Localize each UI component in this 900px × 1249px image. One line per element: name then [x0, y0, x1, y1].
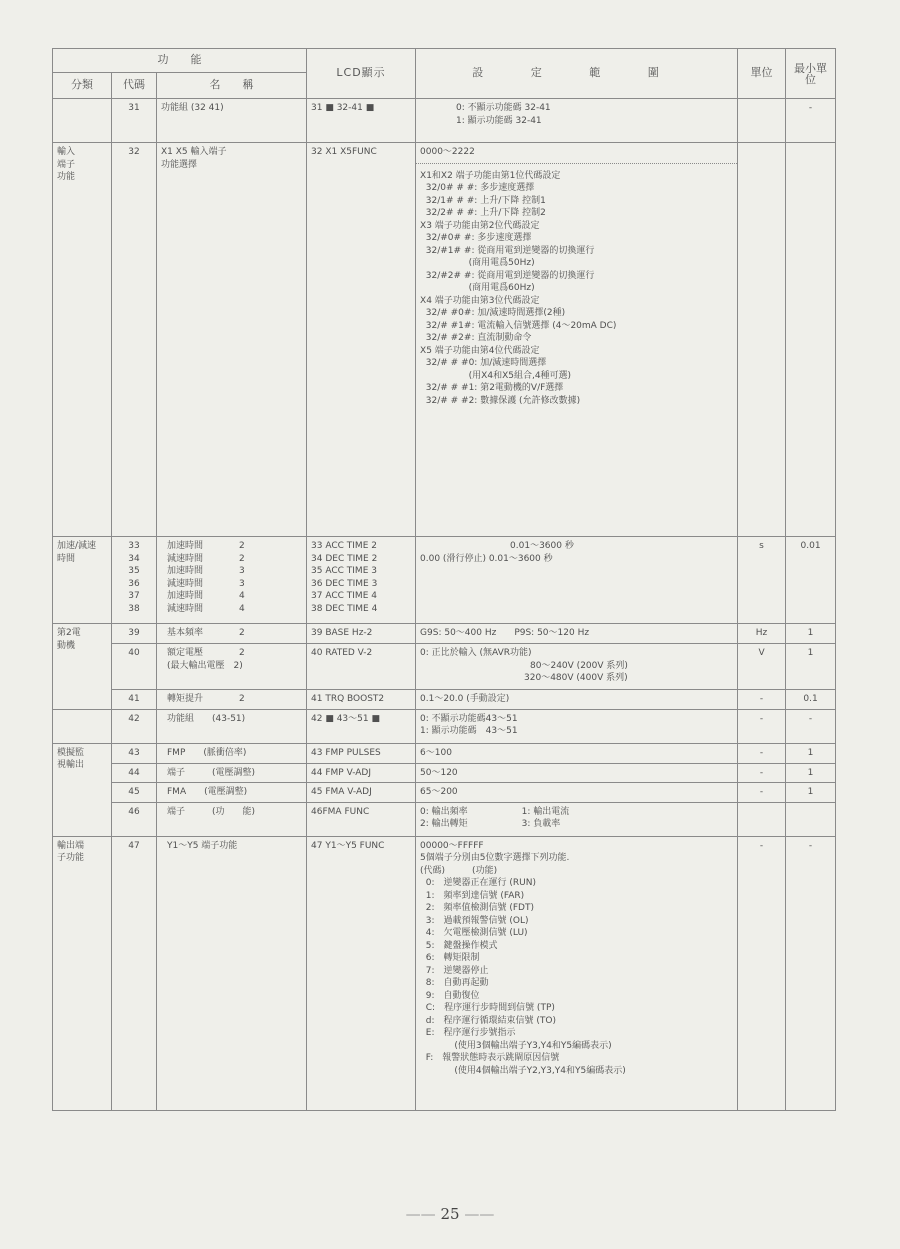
code-cell: 32 — [112, 143, 157, 537]
range-line: 32/0# # #: 多步速度選擇 — [420, 183, 535, 193]
min-unit-cell: 0.01 — [786, 537, 836, 624]
range-cell — [416, 836, 738, 1110]
category-cell: 加速/減速 時間 — [53, 537, 112, 624]
code-cell: 42 — [112, 709, 157, 743]
range-line: 7: 逆變器停止 — [420, 965, 489, 976]
range-line: X4 端子功能由第3位代碼設定 — [420, 295, 540, 306]
range-line: 0: 逆變器正在運行 (RUN) — [420, 878, 536, 888]
unit-cell: - — [738, 690, 786, 710]
table-row — [53, 690, 836, 710]
range-line: 1: 頻率到達信號 (FAR) — [420, 890, 525, 901]
min-unit-cell: 0.1 — [786, 690, 836, 710]
page-number: 25 — [440, 1205, 460, 1223]
range-cell — [416, 644, 738, 690]
range-line: X1和X2 端子功能由第1位代碼設定 — [420, 170, 561, 181]
min-unit-cell: - — [786, 836, 836, 1110]
min-unit-cell: - — [786, 99, 836, 143]
min-unit-cell: 1 — [786, 763, 836, 783]
min-unit-cell: - — [786, 709, 836, 743]
range-line: 0: 不顯示功能碼 32-41 — [456, 103, 551, 113]
header-unit: 單位 — [738, 49, 786, 99]
unit-cell: - — [738, 836, 786, 1110]
range-line: X5 端子功能由第4位代碼設定 — [420, 345, 540, 356]
range-line: 32/2# # #: 上升/下降 控制2 — [420, 208, 546, 218]
range-cell: G9S: 50～400 Hz P9S: 50～120 Hz — [416, 624, 738, 644]
range-line: 3: 過載預報警信號 (OL) — [420, 915, 529, 926]
range-cell: 50～120 — [416, 763, 738, 783]
range-line: 32/# #0#: 加/減速時間選擇(2種) — [420, 308, 566, 318]
name-cell: 轉矩提升 2 — [157, 690, 307, 710]
header-code: 代碼 — [112, 73, 157, 99]
lcd-cell: 31 ■ 32-41 ■ — [307, 99, 416, 143]
footer-dash-left: —— — [405, 1205, 436, 1223]
code-cell: 43 — [112, 743, 157, 763]
min-unit-cell: 1 — [786, 743, 836, 763]
range-line: 1: 顯示功能碼 32-41 — [456, 115, 542, 126]
range-line: 8: 自動再起動 — [420, 978, 489, 988]
table-row — [53, 709, 836, 743]
name-cell: 基本頻率 2 — [157, 624, 307, 644]
table-row — [53, 624, 836, 644]
code-cell: 40 — [112, 644, 157, 690]
code-cell: 41 — [112, 690, 157, 710]
category-cell: 輸出端 子功能 — [53, 836, 112, 1110]
code-cell: 33 34 35 36 37 38 — [112, 537, 157, 624]
table-row — [53, 763, 836, 783]
table-row — [53, 644, 836, 690]
range-line: C: 程序運行步時間到信號 (TP) — [420, 1003, 555, 1013]
code-cell: 47 — [112, 836, 157, 1110]
unit-cell: V — [738, 644, 786, 690]
lcd-cell: 41 TRQ BOOST2 — [307, 690, 416, 710]
range-line: 32/# # #2: 數據保護 (允許修改數據) — [420, 395, 581, 406]
range-line: 1: 顯示功能碼 43～51 — [420, 726, 518, 736]
unit-cell: Hz — [738, 624, 786, 644]
table-row — [53, 836, 836, 1110]
min-unit-cell — [786, 143, 836, 537]
range-line: (用X4和X5組合,4種可選) — [420, 370, 572, 381]
header-min-unit: 最小單位 — [786, 49, 836, 99]
unit-cell: - — [738, 743, 786, 763]
range-cell — [416, 99, 738, 143]
range-cell: 6～100 — [416, 743, 738, 763]
range-line: 320～480V (400V 系列) — [524, 673, 628, 683]
range-cell — [416, 802, 738, 836]
name-cell: 端子 (功 能) — [157, 802, 307, 836]
code-cell: 46 — [112, 802, 157, 836]
name-cell: 功能組 (43-51) — [157, 709, 307, 743]
min-unit-cell: 1 — [786, 624, 836, 644]
range-line: 5個端子分別由5位數字選擇下列功能. — [420, 853, 570, 863]
range-line: 32/1# # #: 上升/下降 控制1 — [420, 195, 546, 206]
unit-cell: s — [738, 537, 786, 624]
min-unit-cell: 1 — [786, 644, 836, 690]
range-line: 32/#0# #: 多步速度選擇 — [420, 233, 532, 243]
lcd-cell: 44 FMP V-ADJ — [307, 763, 416, 783]
code-cell: 45 — [112, 783, 157, 803]
range-line: d: 程序運行循環結束信號 (TO) — [420, 1015, 556, 1026]
range-line: 5: 鍵盤操作模式 — [420, 940, 498, 951]
range-line: 32/#2# #: 從商用電到逆變器的切換運行 — [420, 270, 595, 281]
lcd-cell: 32 X1 X5FUNC — [307, 143, 416, 537]
range-line: 32/# # #0: 加/減速時間選擇 — [420, 358, 547, 368]
range-cell — [416, 143, 738, 537]
name-cell: 加速時間 2 減速時間 2 加速時間 3 減速時間 3 加速時間 4 減速時間 4 — [157, 537, 307, 624]
category-cell: 模擬監 視輸出 — [53, 743, 112, 836]
range-line: 0: 正比於輸入 (無AVR功能) — [420, 648, 532, 658]
lcd-cell: 40 RATED V-2 — [307, 644, 416, 690]
range-line: F: 報警狀態時表示跳閘原因信號 — [420, 1053, 560, 1063]
footer-dash-right: —— — [464, 1205, 495, 1223]
header-lcd: LCD顯示 — [307, 49, 416, 99]
range-line: 6: 轉矩限制 — [420, 953, 480, 963]
unit-cell — [738, 143, 786, 537]
range-line: 32/#1# #: 從商用電到逆變器的切換運行 — [420, 245, 595, 256]
table-row — [53, 783, 836, 803]
lcd-cell: 43 FMP PULSES — [307, 743, 416, 763]
name-cell: FMA (電壓調整) — [157, 783, 307, 803]
category-cell — [53, 709, 112, 743]
min-unit-cell — [786, 802, 836, 836]
unit-cell: - — [738, 783, 786, 803]
lcd-cell: 33 ACC TIME 2 34 DEC TIME 2 35 ACC TIME 3 36 DEC TIME 3 37 ACC TIME 4 38 DEC TIME 4 — [307, 537, 416, 624]
range-line: 32/# # #1: 第2電動機的V/F選擇 — [420, 383, 564, 393]
range-line: (使用4個輸出端子Y2,Y3,Y4和Y5編碼表示) — [420, 1065, 626, 1076]
range-line: 32/# #1#: 電流輸入信號選擇 (4～20mA DC) — [420, 320, 617, 331]
function-table-page — [52, 48, 835, 1111]
unit-cell: - — [738, 763, 786, 783]
range-line: (代碼) (功能) — [420, 865, 498, 876]
header-category: 分類 — [53, 73, 112, 99]
table-row — [53, 143, 836, 537]
range-cell: 0.1～20.0 (手動設定) — [416, 690, 738, 710]
code-cell: 31 — [112, 99, 157, 143]
range-line: 00000～FFFFF — [420, 840, 484, 851]
function-table — [52, 48, 836, 1111]
name-cell: X1 X5 輸入端子 功能選擇 — [157, 143, 307, 537]
category-cell — [53, 99, 112, 143]
table-row — [53, 99, 836, 143]
name-cell: 端子 (電壓調整) — [157, 763, 307, 783]
range-line: 0: 不顯示功能碼43～51 — [420, 713, 518, 724]
table-row — [53, 537, 836, 624]
page-footer — [0, 1205, 900, 1223]
category-cell: 第2電 動機 — [53, 624, 112, 710]
unit-cell: - — [738, 709, 786, 743]
range-line: E: 程序運行步號指示 — [420, 1028, 516, 1038]
name-cell: Y1～Y5 端子功能 — [157, 836, 307, 1110]
lcd-cell: 46FMA FUNC — [307, 802, 416, 836]
code-cell: 44 — [112, 763, 157, 783]
unit-cell — [738, 99, 786, 143]
name-cell: 功能組 (32 41) — [157, 99, 307, 143]
lcd-cell: 39 BASE Hz-2 — [307, 624, 416, 644]
lcd-cell: 47 Y1～Y5 FUNC — [307, 836, 416, 1110]
min-unit-cell: 1 — [786, 783, 836, 803]
header-name: 名 稱 — [157, 73, 307, 99]
range-line: 2: 輸出轉矩 3: 負載率 — [420, 819, 561, 829]
range-line: 80～240V (200V 系列) — [530, 660, 628, 671]
header-range: 設 定 範 圍 — [416, 49, 738, 99]
name-cell: 額定電壓 2 (最大輸出電壓 2) — [157, 644, 307, 690]
range-line: 4: 欠電壓檢測信號 (LU) — [420, 928, 528, 938]
name-cell: FMP (脈衝倍率) — [157, 743, 307, 763]
range-line: 2: 頻率值檢測信號 (FDT) — [420, 903, 534, 913]
lcd-cell: 45 FMA V-ADJ — [307, 783, 416, 803]
range-cell: 65～200 — [416, 783, 738, 803]
code-cell: 39 — [112, 624, 157, 644]
category-cell: 輸入 端子 功能 — [53, 143, 112, 537]
range-line: 0.01～3600 秒 — [510, 541, 574, 551]
lcd-cell: 42 ■ 43～51 ■ — [307, 709, 416, 743]
range-line: (使用3個輸出端子Y3,Y4和Y5編碼表示) — [420, 1040, 612, 1051]
table-row — [53, 802, 836, 836]
range-line: X3 端子功能由第2位代碼設定 — [420, 220, 540, 231]
header-function: 功 能 — [53, 49, 307, 73]
range-cell — [416, 709, 738, 743]
range-line: 32/# #2#: 直流制動命令 — [420, 333, 532, 343]
range-line: 0.00 (滑行停止) 0.01～3600 秒 — [420, 553, 553, 564]
table-row — [53, 743, 836, 763]
range-line: (商用電爲60Hz) — [420, 283, 535, 293]
range-line: 0: 輸出頻率 1: 輸出電流 — [420, 806, 570, 817]
range-cell — [416, 537, 738, 624]
unit-cell — [738, 802, 786, 836]
range-head: 0000～2222 — [416, 146, 737, 164]
range-line: (商用電爲50Hz) — [420, 258, 535, 268]
range-line: 9: 自動復位 — [420, 990, 480, 1001]
